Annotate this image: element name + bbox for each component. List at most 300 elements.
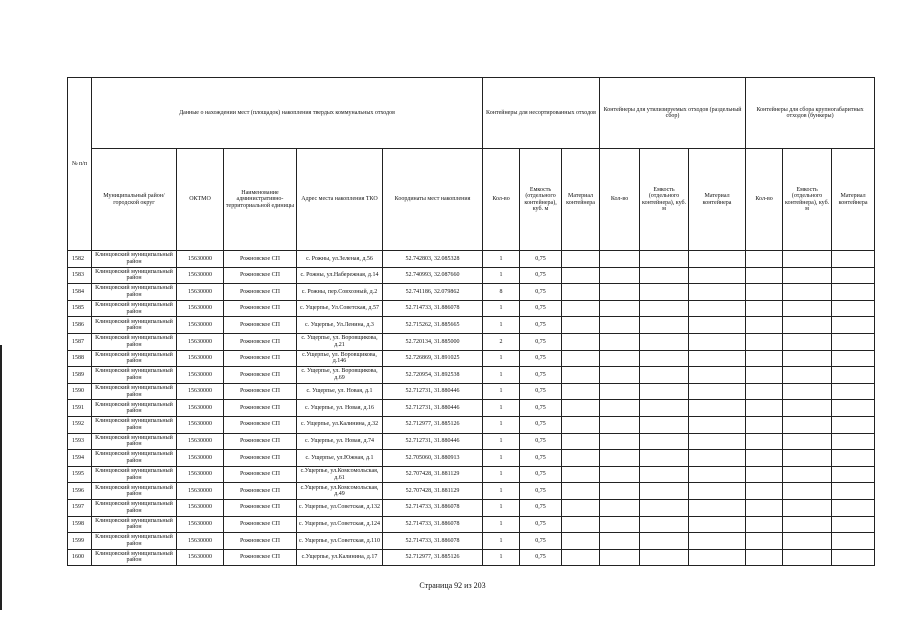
empty-cell — [562, 483, 600, 500]
capacity-cell: 0,75 — [520, 383, 562, 400]
empty-cell — [832, 267, 875, 284]
coords-cell: 52.720954, 31.892538 — [383, 367, 483, 384]
district-cell: Клинцовский муниципальный район — [92, 466, 177, 483]
header-capacity-unsorted: Емкость (отдельного контейнера), куб. м — [520, 149, 562, 251]
qty-cell: 1 — [483, 300, 520, 317]
capacity-cell: 0,75 — [520, 483, 562, 500]
qty-cell: 1 — [483, 499, 520, 516]
empty-cell — [783, 350, 832, 367]
admin-unit-cell: Рожновское СП — [224, 549, 297, 566]
oktmo-cell: 15630000 — [177, 450, 224, 467]
page-edge-mark — [0, 345, 2, 610]
empty-cell — [562, 400, 600, 417]
oktmo-cell: 15630000 — [177, 383, 224, 400]
capacity-cell: 0,75 — [520, 466, 562, 483]
empty-cell — [640, 466, 689, 483]
empty-cell — [562, 251, 600, 268]
table-row — [68, 400, 875, 417]
qty-cell: 1 — [483, 416, 520, 433]
oktmo-cell: 15630000 — [177, 533, 224, 550]
row-number: 1597 — [68, 499, 92, 516]
table-row — [68, 350, 875, 367]
district-cell: Клинцовский муниципальный район — [92, 549, 177, 566]
empty-cell — [832, 333, 875, 350]
empty-cell — [600, 516, 640, 533]
row-number: 1583 — [68, 267, 92, 284]
table-row — [68, 466, 875, 483]
empty-cell — [689, 533, 746, 550]
table-row — [68, 450, 875, 467]
header-separate-group: Контейнеры для утилизируемых отходов (раздельный сбор) — [600, 78, 746, 149]
header-material-unsorted: Материал контейнера — [562, 149, 600, 251]
empty-cell — [640, 433, 689, 450]
capacity-cell: 0,75 — [520, 317, 562, 334]
empty-cell — [562, 350, 600, 367]
header-oktmo: ОКТМО — [177, 149, 224, 251]
admin-unit-cell: Рожновское СП — [224, 350, 297, 367]
admin-unit-cell: Рожновское СП — [224, 416, 297, 433]
coords-cell: 52.742803, 32.085328 — [383, 251, 483, 268]
empty-cell — [600, 267, 640, 284]
oktmo-cell: 15630000 — [177, 267, 224, 284]
row-number: 1588 — [68, 350, 92, 367]
empty-cell — [600, 450, 640, 467]
district-cell: Клинцовский муниципальный район — [92, 533, 177, 550]
empty-cell — [746, 317, 783, 334]
row-number: 1592 — [68, 416, 92, 433]
district-cell: Клинцовский муниципальный район — [92, 267, 177, 284]
empty-cell — [689, 333, 746, 350]
empty-cell — [746, 416, 783, 433]
empty-cell — [689, 416, 746, 433]
address-cell: с. Ущерпье, ул. Воровщикова, д.21 — [297, 333, 383, 350]
address-cell: с. Рожны, пер.Совхозный, д.2 — [297, 284, 383, 301]
coords-cell: 52.715262, 31.885665 — [383, 317, 483, 334]
empty-cell — [832, 450, 875, 467]
capacity-cell: 0,75 — [520, 350, 562, 367]
empty-cell — [832, 416, 875, 433]
oktmo-cell: 15630000 — [177, 416, 224, 433]
empty-cell — [689, 300, 746, 317]
oktmo-cell: 15630000 — [177, 317, 224, 334]
qty-cell: 1 — [483, 533, 520, 550]
empty-cell — [832, 433, 875, 450]
empty-cell — [783, 400, 832, 417]
empty-cell — [783, 284, 832, 301]
capacity-cell: 0,75 — [520, 549, 562, 566]
empty-cell — [783, 300, 832, 317]
empty-cell — [746, 450, 783, 467]
table-row — [68, 533, 875, 550]
empty-cell — [783, 416, 832, 433]
address-cell: с. Ущерпье, ул.Советская, д.132 — [297, 499, 383, 516]
row-number: 1596 — [68, 483, 92, 500]
district-cell: Клинцовский муниципальный район — [92, 433, 177, 450]
empty-cell — [600, 433, 640, 450]
header-num: № п/п — [68, 78, 92, 251]
waste-sites-table — [67, 77, 875, 566]
qty-cell: 1 — [483, 483, 520, 500]
empty-cell — [640, 300, 689, 317]
empty-cell — [689, 499, 746, 516]
row-number: 1587 — [68, 333, 92, 350]
empty-cell — [562, 549, 600, 566]
row-number: 1582 — [68, 251, 92, 268]
empty-cell — [600, 416, 640, 433]
capacity-cell: 0,75 — [520, 516, 562, 533]
qty-cell: 1 — [483, 267, 520, 284]
coords-cell: 52.714733, 31.886078 — [383, 300, 483, 317]
oktmo-cell: 15630000 — [177, 433, 224, 450]
address-cell: с. Ущерпье, ул. Новая, д.1 — [297, 383, 383, 400]
admin-unit-cell: Рожновское СП — [224, 284, 297, 301]
admin-unit-cell: Рожновское СП — [224, 516, 297, 533]
empty-cell — [600, 533, 640, 550]
empty-cell — [640, 400, 689, 417]
qty-cell: 2 — [483, 333, 520, 350]
admin-unit-cell: Рожновское СП — [224, 333, 297, 350]
address-cell: с. Ущерпье, ул. Новая, д.74 — [297, 433, 383, 450]
table-row — [68, 383, 875, 400]
empty-cell — [832, 400, 875, 417]
capacity-cell: 0,75 — [520, 333, 562, 350]
district-cell: Клинцовский муниципальный район — [92, 284, 177, 301]
empty-cell — [600, 483, 640, 500]
header-capacity-bulky: Емкость (отдельного контейнера), куб. м — [783, 149, 832, 251]
admin-unit-cell: Рожновское СП — [224, 499, 297, 516]
empty-cell — [783, 499, 832, 516]
empty-cell — [746, 267, 783, 284]
empty-cell — [746, 466, 783, 483]
empty-cell — [689, 251, 746, 268]
oktmo-cell: 15630000 — [177, 549, 224, 566]
coords-cell: 52.707428, 31.881129 — [383, 483, 483, 500]
empty-cell — [640, 284, 689, 301]
empty-cell — [600, 251, 640, 268]
coords-cell: 52.714733, 31.886078 — [383, 533, 483, 550]
address-cell: с. Ущерпье, ул.Калинина, д.32 — [297, 416, 383, 433]
empty-cell — [640, 267, 689, 284]
coords-cell: 52.741186, 32.079862 — [383, 284, 483, 301]
empty-cell — [689, 383, 746, 400]
empty-cell — [746, 383, 783, 400]
empty-cell — [689, 400, 746, 417]
district-cell: Клинцовский муниципальный район — [92, 333, 177, 350]
capacity-cell: 0,75 — [520, 267, 562, 284]
empty-cell — [640, 499, 689, 516]
row-number: 1584 — [68, 284, 92, 301]
address-cell: с.Ущерпье, ул. Воровщикова, д.146 — [297, 350, 383, 367]
header-material-separate: Материал контейнера — [689, 149, 746, 251]
empty-cell — [689, 367, 746, 384]
table-row — [68, 516, 875, 533]
header-unsorted-group: Контейнеры для несортированных отходов — [483, 78, 600, 149]
row-number: 1589 — [68, 367, 92, 384]
table-row — [68, 251, 875, 268]
empty-cell — [746, 251, 783, 268]
table-row — [68, 333, 875, 350]
oktmo-cell: 15630000 — [177, 300, 224, 317]
address-cell: с. Ущерпье, ул. Воровщикова, д.69 — [297, 367, 383, 384]
empty-cell — [783, 450, 832, 467]
address-cell: с. Ущерпье, ул. Новая, д.16 — [297, 400, 383, 417]
empty-cell — [746, 350, 783, 367]
table-row — [68, 549, 875, 566]
oktmo-cell: 15630000 — [177, 251, 224, 268]
qty-cell: 1 — [483, 251, 520, 268]
empty-cell — [783, 433, 832, 450]
empty-cell — [640, 317, 689, 334]
capacity-cell: 0,75 — [520, 367, 562, 384]
table-row — [68, 483, 875, 500]
empty-cell — [746, 483, 783, 500]
header-qty-separate: Кол-во — [600, 149, 640, 251]
header-coords: Координаты мест накопления — [383, 149, 483, 251]
table-row — [68, 317, 875, 334]
header-admin-unit: Наименование административно-территориальной единицы — [224, 149, 297, 251]
header-capacity-separate: Емкость (отдельного контейнера), куб. м — [640, 149, 689, 251]
district-cell: Клинцовский муниципальный район — [92, 483, 177, 500]
capacity-cell: 0,75 — [520, 284, 562, 301]
qty-cell: 1 — [483, 450, 520, 467]
coords-cell: 52.714733, 31.886078 — [383, 516, 483, 533]
empty-cell — [689, 317, 746, 334]
coords-cell: 52.712977, 31.885126 — [383, 416, 483, 433]
empty-cell — [600, 317, 640, 334]
coords-cell: 52.712731, 31.880446 — [383, 433, 483, 450]
table-row — [68, 499, 875, 516]
empty-cell — [746, 333, 783, 350]
coords-cell: 52.720134, 31.885000 — [383, 333, 483, 350]
address-cell: с. Ущерпье, ул.Южная, д.1 — [297, 450, 383, 467]
page-footer: Страница 92 из 203 — [419, 581, 486, 590]
coords-cell: 52.712977, 31.885126 — [383, 549, 483, 566]
empty-cell — [832, 549, 875, 566]
oktmo-cell: 15630000 — [177, 483, 224, 500]
empty-cell — [600, 350, 640, 367]
empty-cell — [600, 466, 640, 483]
empty-cell — [832, 367, 875, 384]
empty-cell — [600, 300, 640, 317]
empty-cell — [600, 383, 640, 400]
district-cell: Клинцовский муниципальный район — [92, 350, 177, 367]
header-location-group: Данные о нахождении мест (площадок) накопления твердых коммунальных отходов — [92, 78, 483, 149]
empty-cell — [562, 383, 600, 400]
address-cell: с.Ущерпье, ул.Калинина, д.17 — [297, 549, 383, 566]
empty-cell — [783, 367, 832, 384]
table-row — [68, 416, 875, 433]
empty-cell — [783, 533, 832, 550]
empty-cell — [600, 549, 640, 566]
empty-cell — [832, 483, 875, 500]
admin-unit-cell: Рожновское СП — [224, 367, 297, 384]
capacity-cell: 0,75 — [520, 300, 562, 317]
empty-cell — [562, 516, 600, 533]
address-cell: с. Рожны, ул.Зеленая, д.56 — [297, 251, 383, 268]
qty-cell: 1 — [483, 367, 520, 384]
capacity-cell: 0,75 — [520, 450, 562, 467]
capacity-cell: 0,75 — [520, 499, 562, 516]
district-cell: Клинцовский муниципальный район — [92, 251, 177, 268]
oktmo-cell: 15630000 — [177, 499, 224, 516]
row-number: 1591 — [68, 400, 92, 417]
coords-cell: 52.714733, 31.886078 — [383, 499, 483, 516]
address-cell: с. Ущерпье, ул.Советская, д.110 — [297, 533, 383, 550]
admin-unit-cell: Рожновское СП — [224, 466, 297, 483]
admin-unit-cell: Рожновское СП — [224, 251, 297, 268]
row-number: 1585 — [68, 300, 92, 317]
coords-cell: 52.712731, 31.880446 — [383, 383, 483, 400]
address-cell: с. Ущерпье, Ул.Ленина, д.3 — [297, 317, 383, 334]
empty-cell — [832, 383, 875, 400]
oktmo-cell: 15630000 — [177, 333, 224, 350]
admin-unit-cell: Рожновское СП — [224, 267, 297, 284]
empty-cell — [562, 317, 600, 334]
empty-cell — [640, 367, 689, 384]
empty-cell — [562, 533, 600, 550]
empty-cell — [746, 533, 783, 550]
qty-cell: 1 — [483, 350, 520, 367]
table-row — [68, 367, 875, 384]
district-cell: Клинцовский муниципальный район — [92, 317, 177, 334]
empty-cell — [832, 284, 875, 301]
district-cell: Клинцовский муниципальный район — [92, 400, 177, 417]
empty-cell — [689, 350, 746, 367]
empty-cell — [832, 317, 875, 334]
empty-cell — [562, 499, 600, 516]
oktmo-cell: 15630000 — [177, 400, 224, 417]
oktmo-cell: 15630000 — [177, 367, 224, 384]
coords-cell: 52.707428, 31.881129 — [383, 466, 483, 483]
qty-cell: 1 — [483, 383, 520, 400]
admin-unit-cell: Рожновское СП — [224, 533, 297, 550]
address-cell: с. Рожны, ул.Набережная, д.14 — [297, 267, 383, 284]
admin-unit-cell: Рожновское СП — [224, 450, 297, 467]
table-row — [68, 300, 875, 317]
address-cell: с. Ущерпье, ул.Советская, д.124 — [297, 516, 383, 533]
header-district: Муниципальный район/городской округ — [92, 149, 177, 251]
empty-cell — [746, 367, 783, 384]
empty-cell — [640, 333, 689, 350]
empty-cell — [783, 251, 832, 268]
empty-cell — [562, 284, 600, 301]
admin-unit-cell: Рожновское СП — [224, 300, 297, 317]
qty-cell: 1 — [483, 433, 520, 450]
empty-cell — [832, 466, 875, 483]
empty-cell — [600, 333, 640, 350]
empty-cell — [600, 499, 640, 516]
empty-cell — [640, 533, 689, 550]
district-cell: Клинцовский муниципальный район — [92, 516, 177, 533]
empty-cell — [562, 466, 600, 483]
district-cell: Клинцовский муниципальный район — [92, 450, 177, 467]
empty-cell — [832, 516, 875, 533]
header-bulky-group: Контейнеры для сбора крупногабаритных отходов (бункеры) — [746, 78, 875, 149]
empty-cell — [600, 400, 640, 417]
table-row — [68, 284, 875, 301]
row-number: 1598 — [68, 516, 92, 533]
row-number: 1600 — [68, 549, 92, 566]
row-number: 1593 — [68, 433, 92, 450]
empty-cell — [783, 516, 832, 533]
header-qty-bulky: Кол-во — [746, 149, 783, 251]
empty-cell — [689, 267, 746, 284]
empty-cell — [783, 333, 832, 350]
coords-cell: 52.712731, 31.880446 — [383, 400, 483, 417]
district-cell: Клинцовский муниципальный район — [92, 367, 177, 384]
empty-cell — [562, 300, 600, 317]
empty-cell — [832, 499, 875, 516]
empty-cell — [640, 483, 689, 500]
address-cell: с. Ущерпье, Ул.Советская, д.57 — [297, 300, 383, 317]
capacity-cell: 0,75 — [520, 251, 562, 268]
row-number: 1590 — [68, 383, 92, 400]
header-qty-unsorted: Кол-во — [483, 149, 520, 251]
empty-cell — [746, 433, 783, 450]
coords-cell: 52.726869, 31.891025 — [383, 350, 483, 367]
empty-cell — [640, 383, 689, 400]
empty-cell — [640, 549, 689, 566]
qty-cell: 1 — [483, 400, 520, 417]
table-row — [68, 433, 875, 450]
empty-cell — [689, 549, 746, 566]
admin-unit-cell: Рожновское СП — [224, 483, 297, 500]
capacity-cell: 0,75 — [520, 400, 562, 417]
empty-cell — [783, 383, 832, 400]
empty-cell — [640, 450, 689, 467]
admin-unit-cell: Рожновское СП — [224, 433, 297, 450]
empty-cell — [783, 317, 832, 334]
district-cell: Клинцовский муниципальный район — [92, 383, 177, 400]
admin-unit-cell: Рожновское СП — [224, 383, 297, 400]
empty-cell — [562, 367, 600, 384]
empty-cell — [689, 284, 746, 301]
qty-cell: 8 — [483, 284, 520, 301]
empty-cell — [783, 466, 832, 483]
capacity-cell: 0,75 — [520, 416, 562, 433]
header-address: Адрес места накопления ТКО — [297, 149, 383, 251]
empty-cell — [746, 284, 783, 301]
empty-cell — [783, 267, 832, 284]
address-cell: с.Ущерпье, ул.Комсомольская, д.49 — [297, 483, 383, 500]
empty-cell — [746, 400, 783, 417]
empty-cell — [832, 533, 875, 550]
empty-cell — [832, 350, 875, 367]
qty-cell: 1 — [483, 516, 520, 533]
admin-unit-cell: Рожновское СП — [224, 400, 297, 417]
empty-cell — [562, 433, 600, 450]
empty-cell — [832, 300, 875, 317]
qty-cell: 1 — [483, 317, 520, 334]
empty-cell — [746, 516, 783, 533]
coords-cell: 52.740993, 32.087660 — [383, 267, 483, 284]
empty-cell — [640, 251, 689, 268]
empty-cell — [746, 549, 783, 566]
empty-cell — [783, 483, 832, 500]
oktmo-cell: 15630000 — [177, 350, 224, 367]
capacity-cell: 0,75 — [520, 533, 562, 550]
oktmo-cell: 15630000 — [177, 284, 224, 301]
admin-unit-cell: Рожновское СП — [224, 317, 297, 334]
empty-cell — [640, 516, 689, 533]
qty-cell: 1 — [483, 549, 520, 566]
capacity-cell: 0,75 — [520, 433, 562, 450]
empty-cell — [746, 499, 783, 516]
empty-cell — [832, 251, 875, 268]
empty-cell — [600, 284, 640, 301]
empty-cell — [689, 466, 746, 483]
empty-cell — [689, 450, 746, 467]
